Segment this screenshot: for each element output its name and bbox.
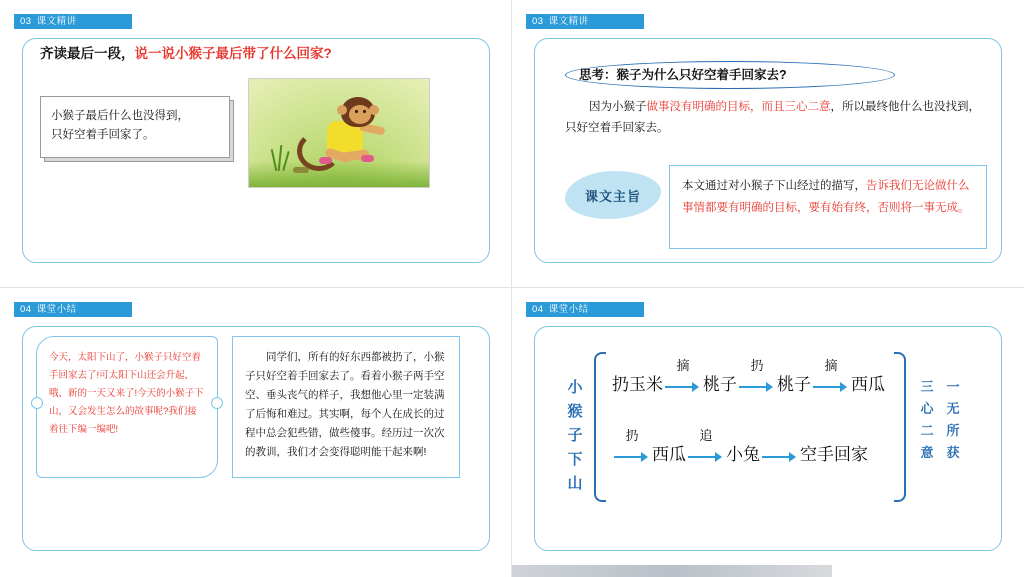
arrow-head-icon <box>766 382 773 392</box>
arrow-head-icon <box>692 382 699 392</box>
flow-node: 西瓜 <box>652 445 686 464</box>
flow-arrow <box>686 428 726 465</box>
flow-brace-left <box>594 352 606 502</box>
arrow-line <box>665 386 695 388</box>
grass-tuft-icon <box>293 167 309 173</box>
flow-node: 扔玉米 <box>612 375 663 394</box>
flow-right-label-2: 一无所获 <box>946 379 960 460</box>
flow-node: 桃子 <box>777 375 811 394</box>
flow-arrow-label: 追 <box>699 428 713 443</box>
badge-label: 课文主旨 <box>584 188 641 204</box>
arrow-line <box>688 456 718 458</box>
arrow-head-icon <box>840 382 847 392</box>
section-number: 03 <box>532 16 544 27</box>
section-label: 课文精讲 <box>548 16 589 27</box>
slide3-cloud-text: 今天，太阳下山了，小猴子只好空着手回家去了!可太阳下山还会升起，哦，新的一天又来了!今天的小猴子下山，又会发生怎么的故事呢?我们接着往下编一编吧! <box>36 336 218 478</box>
arrow-line <box>762 456 792 458</box>
slide3-summary-box: 同学们，所有的好东西都被扔了，小猴子只好空着手回家去了。看着小猴子两手空空、垂头丧气的样子，我想他心里一定装满了后悔和难过。其实啊，每个人在成长的过程中总会犯些错，做些傻事。经历过一次次的教训，我们才会变得聪明能干起来啊! <box>232 336 460 478</box>
monkey-shoe-right-icon <box>361 155 374 162</box>
section-label: 课堂小结 <box>36 304 77 315</box>
slide1-title <box>40 42 332 62</box>
arrow-head-icon <box>641 452 648 462</box>
flow-arrow-label: 扔 <box>625 428 639 443</box>
arrow-head-icon <box>715 452 722 462</box>
section-label: 课堂小结 <box>548 304 589 315</box>
flow-row-1 <box>612 358 885 395</box>
flow-node: 桃子 <box>703 375 737 394</box>
flow-right-label-1: 三心二意 <box>920 379 934 460</box>
arrow-head-icon <box>789 452 796 462</box>
section-number: 03 <box>20 16 32 27</box>
section-tag-2 <box>526 14 644 29</box>
note-pre: 本文通过对小猴子下山经过的描写， <box>682 180 866 192</box>
slide1-title-highlight: 说一说小猴子最后带了什么回家? <box>134 46 332 61</box>
theme-badge <box>565 171 661 219</box>
section-label: 课文精讲 <box>36 16 77 27</box>
flow-brace-right <box>894 352 906 502</box>
slide-3 <box>0 288 512 577</box>
content-frame-2 <box>534 38 1002 263</box>
section-tag-4 <box>526 302 644 317</box>
monkey-ear-left-icon <box>337 105 347 115</box>
slide2-question: 思考：猴子为什么只好空着手回家去? <box>579 68 787 82</box>
answer-pre: 因为小猴子 <box>589 101 647 113</box>
slide-4 <box>512 288 1024 577</box>
flow-row-2 <box>612 428 868 465</box>
arrow-line <box>813 386 843 388</box>
section-tag-1 <box>14 14 132 29</box>
monkey-face-icon <box>349 105 371 124</box>
flow-left-label: 小猴子下山 <box>567 379 583 492</box>
flow-arrow <box>737 358 777 395</box>
section-number: 04 <box>20 304 32 315</box>
bottom-strip <box>512 565 832 577</box>
flow-arrow-label: 摘 <box>676 358 690 373</box>
section-tag-3 <box>14 302 132 317</box>
answer-highlight: 做事没有明确的目标，而且三心二意 <box>646 101 831 113</box>
slide-2 <box>512 0 1024 288</box>
arrow-line <box>739 386 769 388</box>
monkey-illustration <box>248 78 430 188</box>
slide1-quote-box <box>40 96 230 158</box>
monkey-eye-right-icon <box>363 110 366 113</box>
flow-arrow-label: 扔 <box>750 358 764 373</box>
flow-arrow <box>811 358 851 395</box>
quote-line-1: 小猴子最后什么也没得到， <box>51 110 189 122</box>
flow-node: 西瓜 <box>851 375 885 394</box>
flow-arrow-label: 摘 <box>824 358 838 373</box>
monkey-eye-left-icon <box>355 110 358 113</box>
monkey-shoe-left-icon <box>319 157 332 164</box>
flow-node: 小兔 <box>726 445 760 464</box>
arrow-line <box>614 456 644 458</box>
slide-1 <box>0 0 512 288</box>
flow-arrow <box>663 358 703 395</box>
flow-node: 空手回家 <box>800 445 868 464</box>
flow-diagram <box>564 348 974 508</box>
answer-post: ，所以最终他什么也没找到，只好空着手回家去。 <box>565 101 980 134</box>
slide1-title-plain: 齐读最后一段， <box>40 46 135 61</box>
note-highlight: 告诉我们无论做什么事情都要有明确的目标，要有始有终，否则将一事无成。 <box>682 180 970 214</box>
theme-note-box <box>669 165 987 249</box>
quote-line-2: 只好空着手回家了。 <box>51 129 155 141</box>
section-number: 04 <box>532 304 544 315</box>
slide2-answer <box>565 97 985 139</box>
flow-arrow <box>612 428 652 465</box>
flow-arrow <box>760 443 800 465</box>
